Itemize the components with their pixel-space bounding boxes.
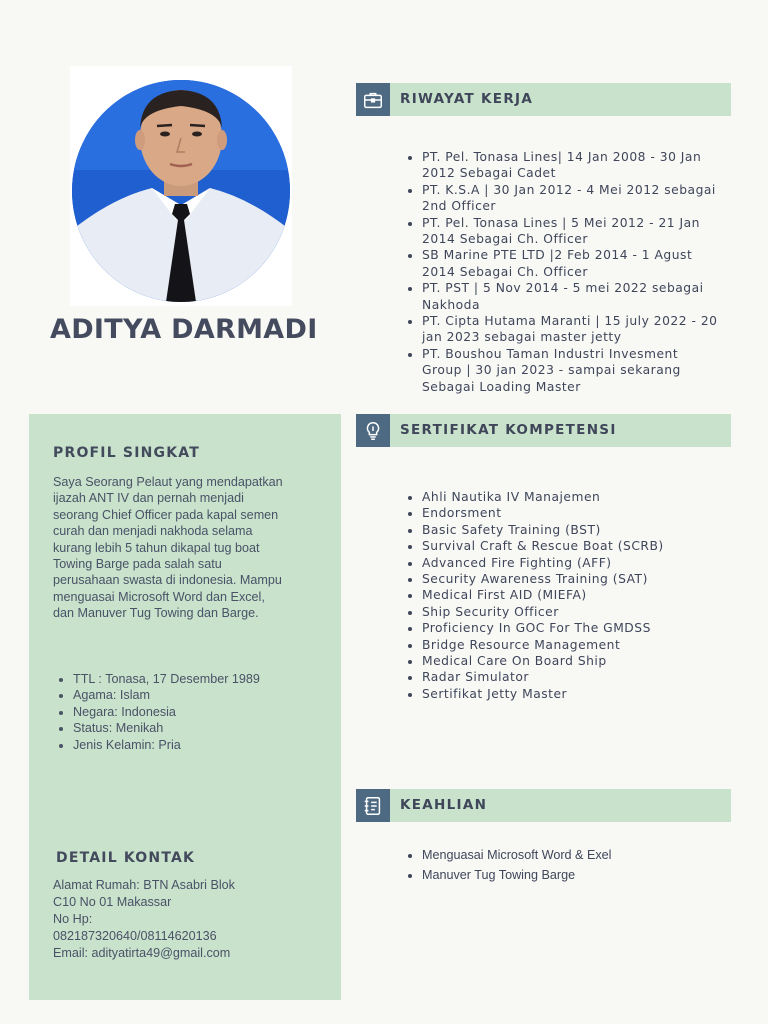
contact-line: 082187320640/08114620136 xyxy=(53,929,217,943)
work-history-item: • PT. Pel. Tonasa Lines| 14 Jan 2008 - 30 Jan 2012 Sebagai Cadet xyxy=(422,149,722,182)
personal-detail-item: • Jenis Kelamin: Pria xyxy=(73,737,260,753)
work-history-item: • PT. Pel. Tonasa Lines | 5 Mei 2012 - 21 Jan 2014 Sebagai Ch. Officer xyxy=(422,215,722,248)
contact-line: Alamat Rumah: BTN Asabri Blok xyxy=(53,878,235,892)
skill-item: • Menguasai Microsoft Word & Exel xyxy=(422,845,611,865)
contact-line: C10 No 01 Makassar xyxy=(53,895,172,909)
certificate-item: • Medical First AID (MIEFA) xyxy=(422,587,664,603)
certificate-item: • Advanced Fire Fighting (AFF) xyxy=(422,555,664,571)
profile-summary: Saya Seorang Pelaut yang mendapatkan ijazah ANT IV dan pernah menjadi seorang Chief Officer pada kapal semen curah dan menjadi nakhoda selama kurang lebih 5 tahun dikapal tug boat Towing Barge pada salah satu perusahaan swasta di indonesia. Mampu menguasai Microsoft Word dan Excel, dan Manuver Tug Towing dan Barge. xyxy=(53,475,283,621)
contact-line: No Hp: xyxy=(53,912,93,926)
profile-photo xyxy=(72,80,290,302)
skills-list xyxy=(402,845,611,885)
personal-detail-item: • Status: Menikah xyxy=(73,720,260,736)
briefcase-icon xyxy=(356,83,390,116)
person-name: ADITYA DARMADI xyxy=(50,314,318,345)
skills-header xyxy=(356,789,731,822)
work-history-header xyxy=(356,83,731,116)
work-history-item: • SB Marine PTE LTD |2 Feb 2014 - 1 Agust 2014 Sebagai Ch. Officer xyxy=(422,247,722,280)
person-photo-illustration xyxy=(72,80,290,302)
certificate-item: • Sertifikat Jetty Master xyxy=(422,686,664,702)
certificates-title: SERTIFIKAT KOMPETENSI xyxy=(400,422,617,438)
work-history-item: • PT. Boushou Taman Industri Invesment Group | 30 jan 2023 - sampai sekarang Sebagai Loading Master xyxy=(422,346,722,395)
work-history-list xyxy=(402,149,722,395)
work-history-title: RIWAYAT KERJA xyxy=(400,91,534,107)
lightbulb-icon xyxy=(356,414,390,447)
work-history-item: • PT. K.S.A | 30 Jan 2012 - 4 Mei 2012 sebagai 2nd Officer xyxy=(422,182,722,215)
profile-section-title: PROFIL SINGKAT xyxy=(53,445,200,461)
personal-detail-item: • Agama: Islam xyxy=(73,687,260,703)
certificate-item: • Endorsment xyxy=(422,505,664,521)
contact-section-title: DETAIL KONTAK xyxy=(56,850,196,866)
personal-details-list xyxy=(53,671,260,753)
notebook-icon xyxy=(356,789,390,822)
personal-detail-item: • TTL : Tonasa, 17 Desember 1989 xyxy=(73,671,260,687)
certificate-item: • Survival Craft & Rescue Boat (SCRB) xyxy=(422,538,664,554)
personal-detail-item: • Negara: Indonesia xyxy=(73,704,260,720)
work-history-item: • PT. PST | 5 Nov 2014 - 5 mei 2022 sebagai Nakhoda xyxy=(422,280,722,313)
certificate-item: • Basic Safety Training (BST) xyxy=(422,522,664,538)
certificate-item: • Security Awareness Training (SAT) xyxy=(422,571,664,587)
work-history-item: • PT. Cipta Hutama Maranti | 15 july 2022 - 20 jan 2023 sebagai master jetty xyxy=(422,313,722,346)
certificate-item: • Ship Security Officer xyxy=(422,604,664,620)
certificate-item: • Bridge Resource Management xyxy=(422,637,664,653)
certificates-list xyxy=(402,489,664,702)
certificate-item: • Medical Care On Board Ship xyxy=(422,653,664,669)
certificate-item: • Proficiency In GOC For The GMDSS xyxy=(422,620,664,636)
certificate-item: • Ahli Nautika IV Manajemen xyxy=(422,489,664,505)
certificate-item: • Radar Simulator xyxy=(422,669,664,685)
contact-email: Email: adityatirta49@gmail.com xyxy=(53,946,231,960)
profile-photo-frame xyxy=(70,66,292,306)
contact-details xyxy=(53,877,323,962)
skills-title: KEAHLIAN xyxy=(400,797,488,813)
skill-item: • Manuver Tug Towing Barge xyxy=(422,865,611,885)
certificates-header xyxy=(356,414,731,447)
